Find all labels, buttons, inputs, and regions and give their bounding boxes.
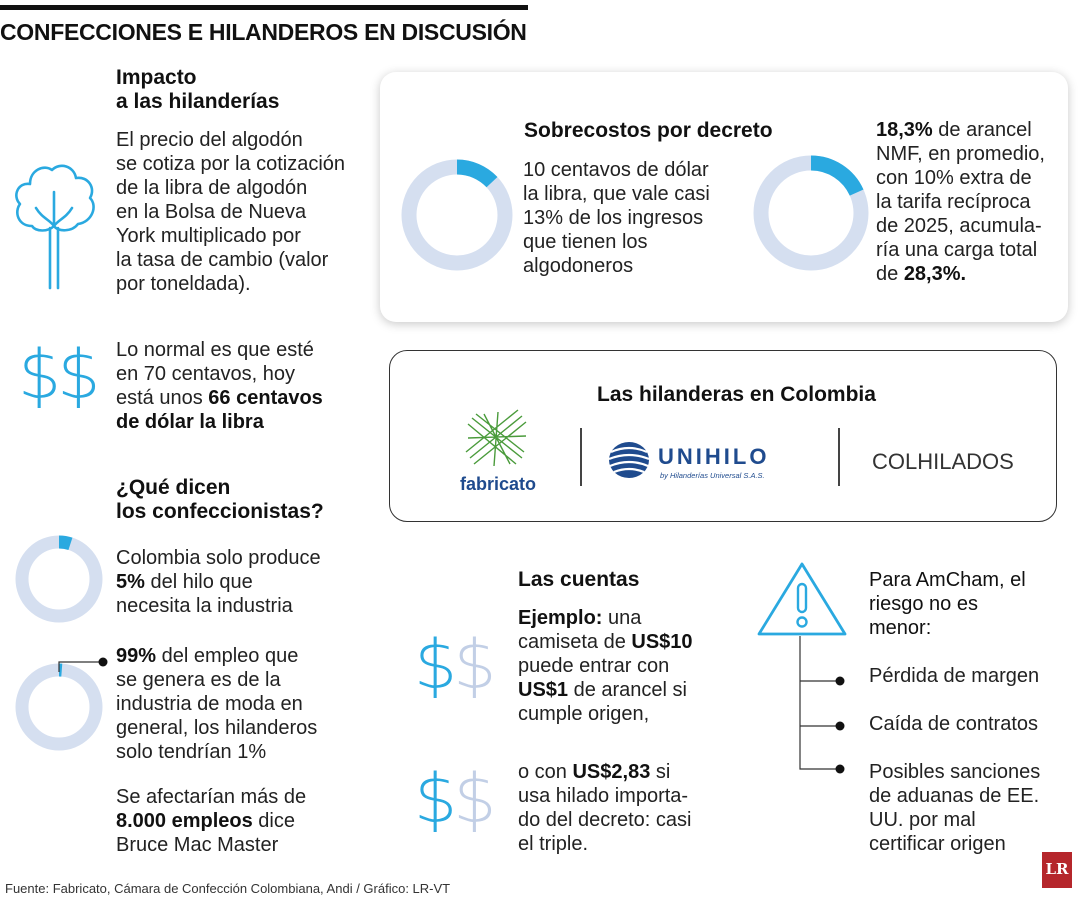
impacto-line: en la Bolsa de Nueva	[116, 201, 307, 223]
callout-connector	[55, 656, 109, 672]
unihilo-logo-text: UNIHILO	[658, 444, 770, 469]
cuentas-line	[518, 760, 691, 784]
cuentas-text-part: una	[602, 607, 642, 629]
lr-badge	[1042, 852, 1072, 888]
produce-text-part: del hilo que	[144, 571, 253, 593]
afectarian-line: Bruce Mac Master	[116, 834, 279, 856]
sobrecostos-line: algodoneros	[523, 255, 634, 277]
normal-highlight: 66 centavos	[208, 387, 323, 409]
amcham-heading-line: menor:	[869, 617, 932, 639]
impacto-line: la tasa de cambio (valor	[116, 249, 329, 271]
empleo-line: general, los hilanderos	[116, 717, 318, 739]
impacto-line: El precio del algodón	[116, 129, 303, 151]
sobrecostos-line: ría una carga total	[876, 239, 1038, 261]
warning-triangle-icon	[756, 560, 848, 638]
empleo-highlight: 99%	[116, 645, 157, 667]
que-dicen-heading	[116, 476, 324, 524]
produce-line	[116, 570, 321, 594]
impacto-line: York multiplicado por	[116, 225, 301, 247]
impacto-line: de la libra de algodón	[116, 177, 308, 199]
amcham-risk-line: Posibles sanciones	[869, 761, 1041, 783]
cuentas-highlight: US$1	[518, 679, 569, 701]
amcham-bullet-tree	[798, 636, 846, 776]
donut-share-arc	[59, 542, 70, 544]
sobrecostos-line: la tarifa recíproca	[876, 191, 1031, 213]
donut-ring	[22, 542, 96, 616]
sobrecostos-line: 13% de los ingresos	[523, 207, 704, 229]
impacto-heading	[116, 66, 279, 114]
cuentas-heading: Las cuentas	[518, 568, 640, 591]
hilanderas-heading: Las hilanderas en Colombia	[597, 383, 876, 406]
employment-share-donut	[14, 662, 104, 752]
empleo-text-part: del empleo que	[156, 645, 299, 667]
dollar-icon: $$	[414, 760, 493, 839]
sobrecostos-line: NMF, en promedio,	[876, 143, 1045, 165]
impacto-line: por toneldada).	[116, 273, 251, 295]
production-share-donut	[14, 534, 104, 624]
normal-line: Lo normal es que esté	[116, 339, 314, 361]
empleo-line	[116, 644, 317, 668]
cuentas-line: usa hilado importa-	[518, 785, 689, 807]
produce-line: Colombia solo produce	[116, 547, 321, 569]
cuentas-highlight: Ejemplo:	[518, 607, 603, 629]
normal-text-part: está unos	[116, 387, 209, 409]
arancel-share-donut	[752, 154, 870, 272]
top-rule	[0, 5, 528, 10]
empleo-line: se genera es de la	[116, 669, 281, 691]
empleo-text	[116, 644, 317, 764]
impacto-heading-line1: Impacto	[116, 66, 197, 89]
cuentas-text-part: camiseta de	[518, 631, 632, 653]
donut-share-arc	[811, 163, 857, 193]
sobrecostos-line	[876, 118, 1045, 142]
normal-text	[116, 338, 323, 434]
cuentas-line	[518, 678, 693, 702]
produce-text	[116, 546, 321, 618]
empleo-line: industria de moda en	[116, 693, 303, 715]
cuentas-highlight: US$2,83	[572, 761, 651, 783]
lr-badge-text: LR	[1045, 860, 1069, 878]
sobrecostos-line: de 2025, acumula-	[876, 215, 1042, 237]
amcham-heading-line: Para AmCham, el	[869, 569, 1026, 591]
impacto-heading-line2: a las hilanderías	[116, 90, 280, 113]
dollar-icon: $$	[18, 336, 97, 415]
donut-share-arc	[457, 167, 492, 182]
page-title: CONFECCIONES E HILANDEROS EN DISCUSIÓN	[0, 19, 527, 45]
empleo-line: solo tendrían 1%	[116, 741, 267, 763]
cuentas-line: el triple.	[518, 833, 589, 855]
amcham-risk-item	[869, 760, 1040, 856]
cuentas-text-2	[518, 760, 691, 856]
que-dicen-heading-line2: los confeccionistas?	[116, 500, 324, 523]
fabricato-logo-mark	[464, 408, 530, 468]
afectarian-text-part: dice	[252, 810, 295, 832]
ingresos-share-donut	[400, 158, 514, 272]
cuentas-line	[518, 630, 693, 654]
cotton-plant-icon	[12, 152, 96, 292]
sobrecostos-right-text	[876, 118, 1045, 286]
que-dicen-heading-line1: ¿Qué dicen	[116, 476, 231, 499]
cuentas-text-part: de arancel si	[568, 679, 687, 701]
sobrecostos-left-text	[523, 158, 710, 278]
donut-ring	[22, 670, 96, 744]
afectarian-line	[116, 809, 306, 833]
cuentas-text-1	[518, 606, 693, 726]
afectarian-text	[116, 785, 306, 857]
sobrecostos-heading: Sobrecostos por decreto	[524, 119, 773, 142]
logo-divider	[580, 428, 582, 486]
cuentas-line: cumple origen,	[518, 703, 650, 725]
cuentas-line	[518, 606, 693, 630]
sobrecostos-line	[876, 262, 1045, 286]
impacto-text	[116, 128, 345, 296]
cuentas-line: puede entrar con	[518, 655, 670, 677]
sobrecostos-line: la libra, que vale casi	[523, 183, 710, 205]
sobrecostos-line: con 10% extra de	[876, 167, 1032, 189]
sobrecostos-line: 10 centavos de dólar	[523, 159, 709, 181]
cuentas-text-part: si	[650, 761, 671, 783]
dollar-icon: $$	[414, 626, 493, 705]
sobrecostos-highlight: 18,3%	[876, 119, 933, 141]
sobrecostos-text-part: de arancel	[932, 119, 1032, 141]
normal-line	[116, 386, 323, 410]
unihilo-globe-icon	[606, 440, 652, 480]
amcham-heading	[869, 568, 1026, 640]
impacto-line: se cotiza por la cotización	[116, 153, 346, 175]
normal-line-bold: de dólar la libra	[116, 411, 264, 433]
cuentas-highlight: US$10	[631, 631, 693, 653]
cuentas-text-part: o con	[518, 761, 573, 783]
produce-line: necesita la industria	[116, 595, 293, 617]
amcham-risk-item: Caída de contratos	[869, 713, 1038, 735]
afectarian-line: Se afectarían más de	[116, 786, 307, 808]
sobrecostos-highlight: 28,3%.	[903, 263, 967, 285]
amcham-risk-line: UU. por mal	[869, 809, 976, 831]
logo-divider	[838, 428, 840, 486]
produce-highlight: 5%	[116, 571, 145, 593]
amcham-risk-line: de aduanas de EE.	[869, 785, 1040, 807]
fabricato-logo-text: fabricato	[460, 474, 537, 494]
afectarian-highlight: 8.000 empleos	[116, 810, 253, 832]
cuentas-line: do del decreto: casi	[518, 809, 692, 831]
sobrecostos-text-part: de	[876, 263, 904, 285]
amcham-risk-item: Pérdida de margen	[869, 665, 1040, 687]
unihilo-logo-subtitle: by Hilanderías Universal S.A.S.	[660, 471, 765, 480]
amcham-heading-line: riesgo no es	[869, 593, 978, 615]
amcham-risk-line: certificar origen	[869, 833, 1006, 855]
normal-line: en 70 centavos, hoy	[116, 363, 296, 385]
colhilados-logo-text: COLHILADOS	[872, 449, 1014, 474]
source-footer: Fuente: Fabricato, Cámara de Confección Colombiana, Andi / Gráfico: LR-VT	[5, 881, 451, 896]
sobrecostos-line: que tienen los	[523, 231, 648, 253]
